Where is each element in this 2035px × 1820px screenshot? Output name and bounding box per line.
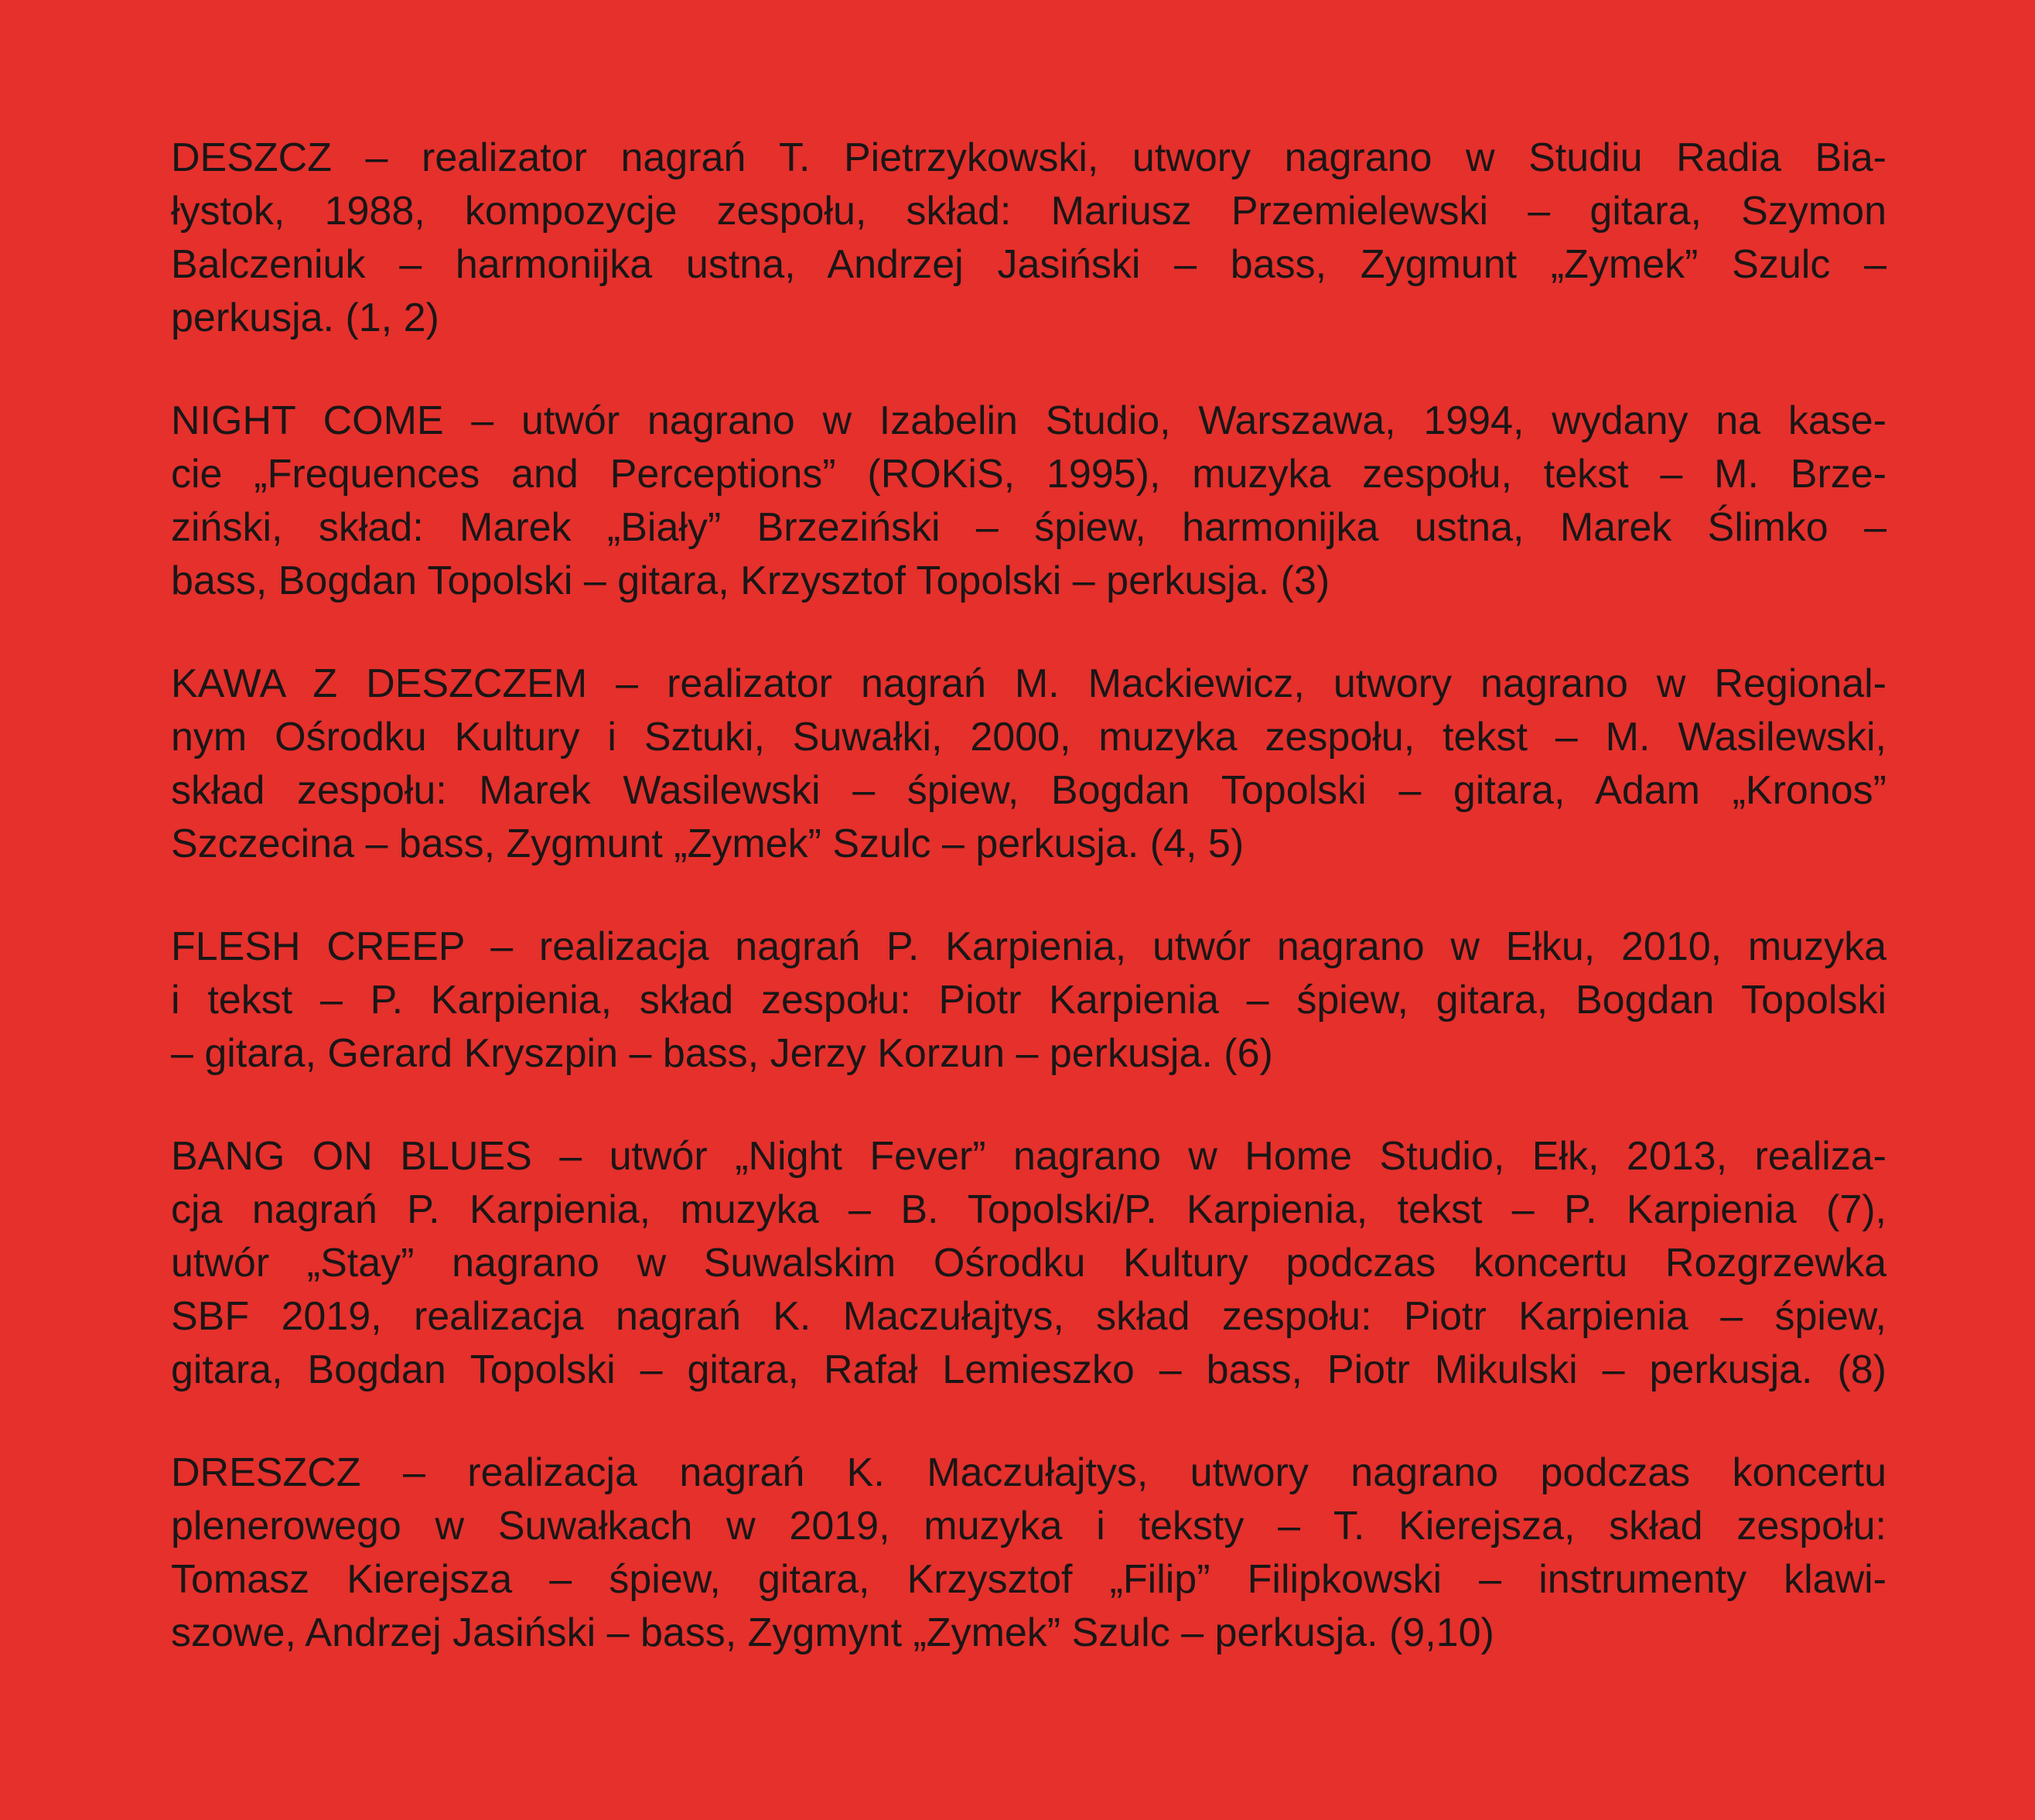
- text-line: BANG ON BLUES – utwór „Night Fever” nagrano w Home Studio, Ełk, 2013, realiza-: [171, 1134, 1886, 1179]
- text-line: ziński, skład: Marek „Biały” Brzeziński – śpiew, harmonijka ustna, Marek Ślimko –: [171, 505, 1886, 550]
- text-line: utwór „Stay” nagrano w Suwalskim Ośrodku Kultury podczas koncertu Rozgrzewka: [171, 1241, 1886, 1286]
- text-line: DESZCZ – realizator nagrań T. Pietrzykowski, utwory nagrano w Studiu Radia Bia-: [171, 135, 1886, 180]
- text-line: DRESZCZ – realizacja nagrań K. Maczułajtys, utwory nagrano podczas koncertu: [171, 1450, 1886, 1495]
- text-line: bass, Bogdan Topolski – gitara, Krzysztof Topolski – perkusja. (3): [171, 558, 1330, 603]
- text-line: łystok, 1988, kompozycje zespołu, skład: Mariusz Przemielewski – gitara, Szymon: [171, 189, 1886, 234]
- paragraph-dreszcz: [171, 1446, 1886, 1660]
- text-line: – gitara, Gerard Kryszpin – bass, Jerzy Korzun – perkusja. (6): [171, 1031, 1273, 1076]
- text-line: SBF 2019, realizacja nagrań K. Maczułajtys, skład zespołu: Piotr Karpienia – śpiew,: [171, 1294, 1886, 1339]
- text-line: skład zespołu: Marek Wasilewski – śpiew, Bogdan Topolski – gitara, Adam „Kronos”: [171, 768, 1886, 813]
- text-line: gitara, Bogdan Topolski – gitara, Rafał Lemieszko – bass, Piotr Mikulski – perkusja. (8): [171, 1347, 1886, 1392]
- text-line: KAWA Z DESZCZEM – realizator nagrań M. Mackiewicz, utwory nagrano w Regional-: [171, 661, 1886, 706]
- text-line: Tomasz Kierejsza – śpiew, gitara, Krzysztof „Filip” Filipkowski – instrumenty klawi-: [171, 1557, 1886, 1602]
- paragraph-flesh-creep: [171, 920, 1886, 1081]
- text-line: FLESH CREEP – realizacja nagrań P. Karpienia, utwór nagrano w Ełku, 2010, muzyka: [171, 924, 1886, 969]
- paragraph-kawa-z-deszczem: [171, 657, 1886, 871]
- text-line: cja nagrań P. Karpienia, muzyka – B. Topolski/P. Karpienia, tekst – P. Karpienia (7),: [171, 1187, 1886, 1232]
- text-line: Szczecina – bass, Zygmunt „Zymek” Szulc – perkusja. (4, 5): [171, 821, 1245, 866]
- text-line: Balczeniuk – harmonijka ustna, Andrzej Jasiński – bass, Zygmunt „Zymek” Szulc –: [171, 242, 1886, 287]
- paragraph-deszcz: [171, 131, 1886, 345]
- paragraph-bang-on-blues: [171, 1130, 1886, 1397]
- text-line: i tekst – P. Karpienia, skład zespołu: Piotr Karpienia – śpiew, gitara, Bogdan Topolski: [171, 978, 1886, 1023]
- credits-text: [171, 131, 1886, 1660]
- text-line: perkusja. (1, 2): [171, 295, 439, 340]
- text-line: NIGHT COME – utwór nagrano w Izabelin Studio, Warszawa, 1994, wydany na kase-: [171, 398, 1886, 443]
- text-line: cie „Frequences and Perceptions” (ROKiS, 1995), muzyka zespołu, tekst – M. Brze-: [171, 452, 1886, 497]
- text-line: szowe, Andrzej Jasiński – bass, Zygmynt „Zymek” Szulc – perkusja. (9,10): [171, 1610, 1494, 1655]
- text-line: plenerowego w Suwałkach w 2019, muzyka i teksty – T. Kierejsza, skład zespołu:: [171, 1504, 1886, 1549]
- text-line: nym Ośrodku Kultury i Sztuki, Suwałki, 2000, muzyka zespołu, tekst – M. Wasilewski,: [171, 715, 1886, 760]
- paragraph-night-come: [171, 394, 1886, 608]
